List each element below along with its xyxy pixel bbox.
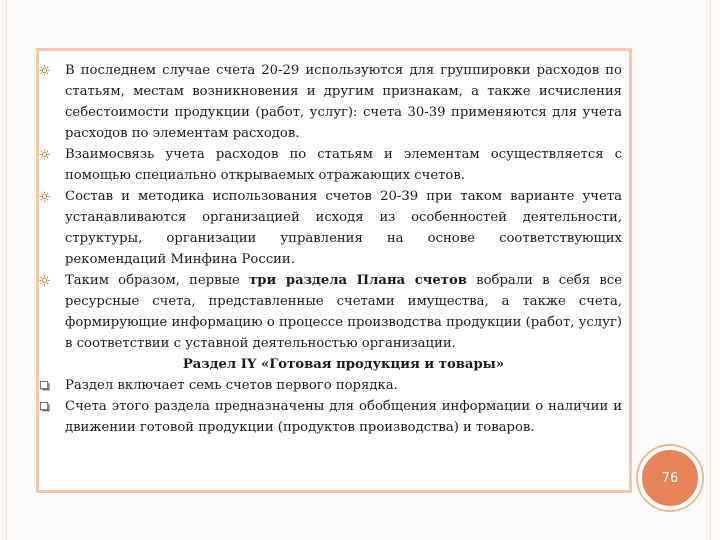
list-item	[34, 144, 622, 186]
paragraph-text: вобрали в себя все ресурсные счета, представленные счетами имущества, а также счета, формирующие информацию о процессе производства продукции (работ, услуг) в соответствии с уставной деятельностью организации.	[65, 273, 623, 351]
paragraph-text: В последнем случае счета 20-29 используются для группировки расходов по статьям, местам возникновения и другим признакам, а также исчисления себестоимости продукции (работ, услуг): счета 30-39 применяются для учета расходов по элементам расходов.	[65, 63, 622, 141]
paragraph-text: Таким образом, первые	[65, 273, 250, 288]
square-bullet-icon	[39, 380, 50, 391]
sun-icon	[39, 65, 50, 76]
paragraph-text: Раздел включает семь счетов первого порядка.	[65, 378, 398, 393]
slide-content	[34, 60, 622, 438]
list-item	[34, 396, 622, 438]
paragraph-text: Состав и методика использования счетов 20-39 при таком варианте учета устанавливаются организацией исходя из особенностей деятельности, структуры, организации управления на основе соответствующих рекомендаций Минфина России.	[65, 189, 622, 267]
list-item	[34, 60, 622, 144]
sun-icon	[39, 149, 50, 160]
square-bullet-icon	[39, 401, 50, 412]
list-item	[34, 375, 622, 396]
sun-icon	[39, 191, 50, 202]
sun-icon	[39, 275, 50, 286]
page-number-badge	[638, 446, 702, 510]
decorative-line	[6, 0, 7, 540]
section-heading: Раздел IY «Готовая продукция и товары»	[182, 357, 505, 372]
list-item	[34, 270, 622, 354]
emphasis-text: три раздела Плана счетов	[249, 273, 467, 288]
decorative-line	[710, 0, 711, 540]
paragraph-text: Счета этого раздела предназначены для обобщения информации о наличии и движении готовой продукции (продуктов производства) и товаров.	[65, 399, 622, 435]
paragraph-text: Взаимосвязь учета расходов по статьям и элементам осуществляется с помощью специально открываемых отражающих счетов.	[65, 147, 622, 183]
list-item	[34, 186, 622, 270]
page-number: 76	[661, 470, 679, 486]
